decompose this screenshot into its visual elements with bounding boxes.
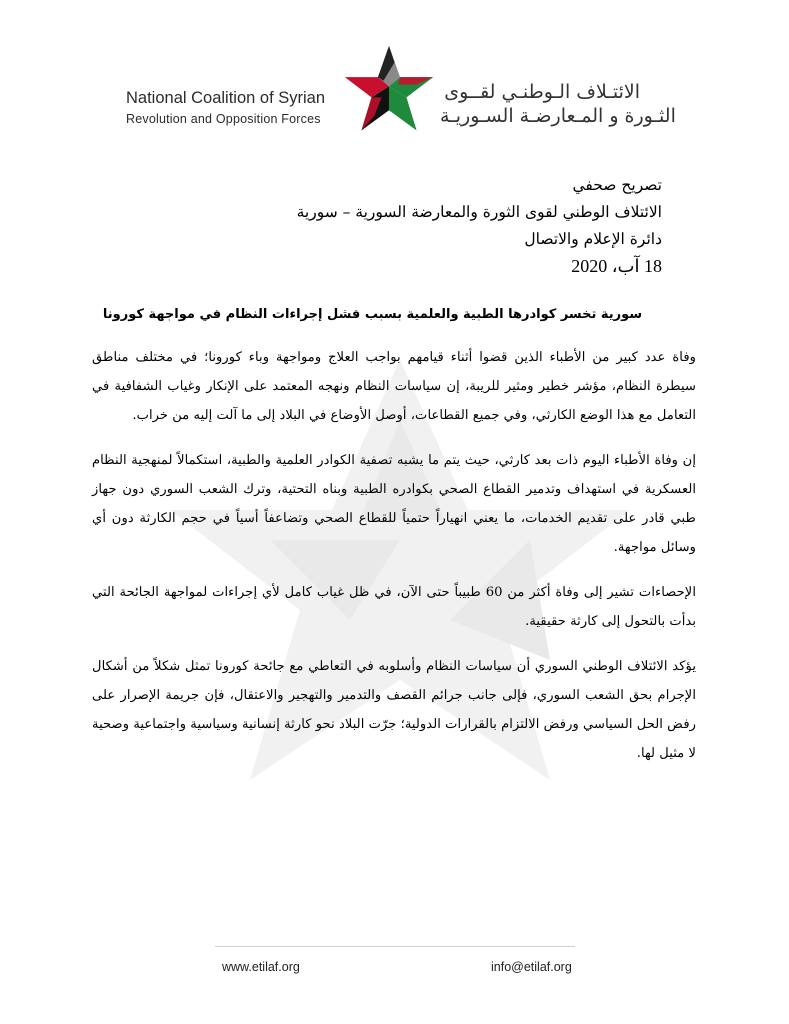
logo-en-line1: National Coalition of Syrian — [126, 89, 326, 107]
email-link[interactable]: info@etilaf.org — [491, 960, 572, 974]
headline: سورية تخسر كوادرها الطبية والعلمية بسبب فشل إجراءات النظام في مواجهة كورونا — [102, 307, 643, 322]
article-body — [92, 343, 696, 784]
release-date: 18 آب، 2020 — [571, 256, 662, 276]
logo-ar-line1: الائتـلاف الـوطنـي لقــوى — [444, 81, 640, 103]
department-name: دائرة الإعلام والاتصال — [524, 230, 662, 248]
logo-en-line2: Revolution and Opposition Forces — [126, 112, 321, 126]
paragraph-1: وفاة عدد كبير من الأطباء الذين قضوا أثناء قيامهم بواجب العلاج ومواجهة وباء كورونا؛ في مختلف مناطق سيطرة النظام، مؤشر خطير ومثير للريبة، إن سياسات النظام ونهجه المعتمد على الإنكار وغياب الشفافية في التعامل مع هذا الوضع الكارثي، وفي جميع القطاعات، أوصل الأوضاع في البلاد إلى ما آلت إليه من خراب. — [92, 350, 696, 423]
organization-name: الائتلاف الوطني لقوى الثورة والمعارضة السورية – سورية — [296, 203, 662, 221]
paragraph-3: الإحصاءات تشير إلى وفاة أكثر من 60 طبيباً حتى الآن، في ظل غياب كامل لأي إجراءات لمواجهة الجائحة التي بدأت بالتحول إلى كارثة حقيقية. — [92, 585, 696, 629]
logo-arabic-text — [440, 80, 676, 128]
website-link[interactable]: www.etilaf.org — [222, 960, 300, 974]
document-type: تصريح صحفي — [572, 176, 662, 194]
paragraph-2: إن وفاة الأطباء اليوم ذات بعد كارثي، حيث يتم ما يشبه تصفية الكوادر العلمية والطبية، استكمالاً لمنهجية النظام العسكرية في استهداف وتدمير القطاع الصحي بكوادره الطبية وبناه التحتية، وترك الشعب السوري دون جهاز طبي قادر على تقديم الخدمات، ما يعني انهياراً حتمياً للقطاع الصحي وتضاعفاً أسياً في حجم الكارثة دون أي وسائل مواجهة. — [92, 453, 696, 555]
logo-english-text — [126, 88, 346, 130]
footer-divider — [215, 946, 575, 947]
paragraph-4: يؤكد الائتلاف الوطني السوري أن سياسات النظام وأسلوبه في التعاطي مع جائحة كورونا تمثل شكلاً من أشكال الإجرام بحق الشعب السوري، فإلى جانب جرائم القصف والتدمير والتهجير والاعتقال، فإن جريمة الإصرار على رفض الحل السياسي ورفض الالتزام بالقرارات الدولية؛ جرّت البلاد نحو كارثة إنسانية وسياسية واجتماعية وصحية لا مثيل لها. — [92, 659, 696, 761]
coalition-star-logo-icon — [343, 44, 435, 136]
press-release-meta — [202, 172, 662, 280]
logo-ar-line2: الثـورة و المـعارضـة السـوريـة — [440, 105, 676, 127]
